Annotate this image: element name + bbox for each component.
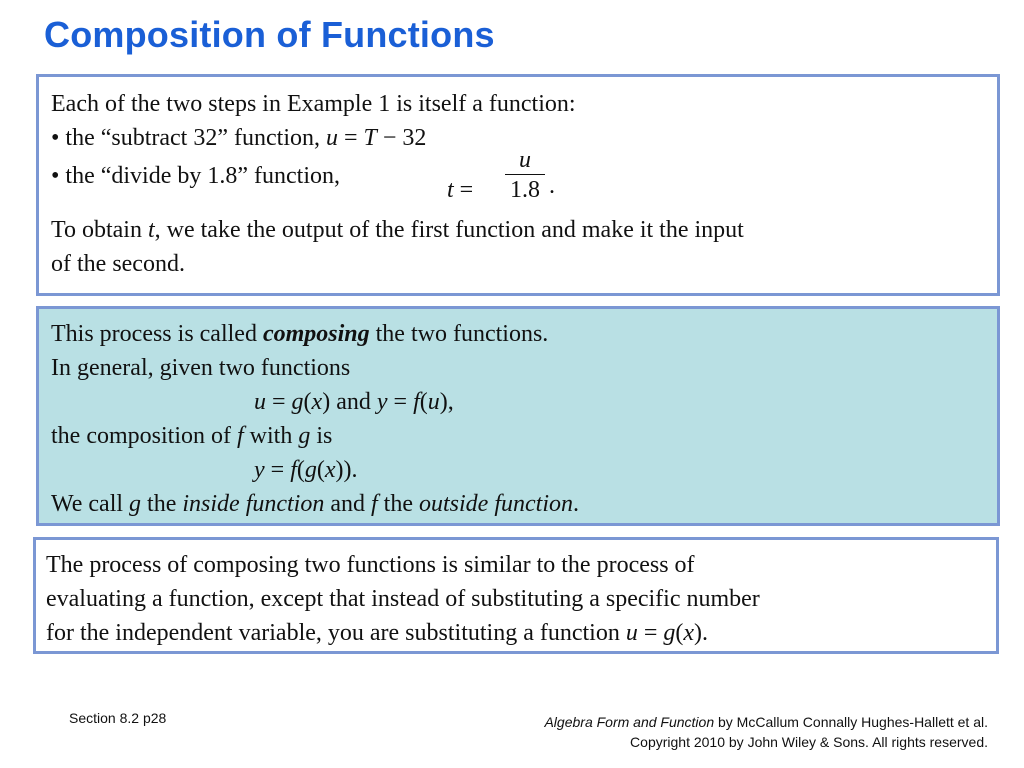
bullet-divide-1-8 xyxy=(51,147,985,203)
para-text: , we take the output of the first function and make it the input xyxy=(154,217,744,243)
var-u: u xyxy=(427,389,440,415)
definition-line-5 xyxy=(51,453,985,487)
text: ) and xyxy=(322,389,377,415)
text: the composition of xyxy=(51,423,237,449)
slide-title: Composition of Functions xyxy=(44,14,495,55)
text: the xyxy=(377,491,419,517)
copyright-footer xyxy=(544,712,988,752)
var-u: u xyxy=(325,125,338,151)
text: and xyxy=(324,491,371,517)
var-t: t xyxy=(147,217,155,243)
definition-line-6 xyxy=(51,487,985,521)
paren: ( xyxy=(419,389,428,415)
paren: ), xyxy=(439,389,454,415)
process-note-box xyxy=(33,537,999,654)
var-x: x xyxy=(324,457,336,483)
var-u: u xyxy=(625,620,638,646)
definition-line-2: In general, given two functions xyxy=(51,355,351,381)
paren: ( xyxy=(316,457,325,483)
var-g: g xyxy=(304,457,317,483)
var-g: g xyxy=(129,491,142,517)
fraction-numerator: u xyxy=(519,147,531,173)
composing-term: composing xyxy=(262,321,370,347)
definition-line-3 xyxy=(51,385,985,419)
var-x: x xyxy=(311,389,323,415)
book-title: Algebra Form and Function xyxy=(544,714,715,730)
var-u: u xyxy=(254,389,266,415)
var-g: g xyxy=(298,423,311,449)
obtain-t-paragraph-line2: of the second. xyxy=(51,251,185,277)
paren: ( xyxy=(675,620,684,646)
inside-function-term: inside function xyxy=(182,491,325,517)
var-y: y xyxy=(254,457,265,483)
text: . xyxy=(572,491,579,517)
text: the two functions. xyxy=(369,321,549,347)
equals: = xyxy=(459,177,474,203)
composing-definition-box xyxy=(36,306,1000,526)
equals: = xyxy=(387,389,414,415)
var-t: t xyxy=(447,177,454,203)
paren: )). xyxy=(335,457,358,483)
var-x: x xyxy=(683,620,695,646)
note-line-3 xyxy=(46,616,986,650)
note-line-1: The process of composing two functions is similar to the process of xyxy=(46,552,695,578)
var-g: g xyxy=(291,389,304,415)
fraction-denominator: 1.8 xyxy=(510,177,540,203)
note-line-2: evaluating a function, except that instead of substituting a specific number xyxy=(46,586,760,612)
paren: ( xyxy=(296,457,305,483)
bullet-glyph: • xyxy=(51,163,60,189)
text: We call xyxy=(51,491,130,517)
para-text: To obtain xyxy=(51,217,148,243)
var-g: g xyxy=(663,620,676,646)
item-text: the “subtract 32” function, xyxy=(65,125,326,151)
book-citation xyxy=(544,712,988,732)
definition-line-1 xyxy=(51,317,985,351)
var-f: f xyxy=(236,423,244,449)
equals: = xyxy=(266,389,292,415)
text: is xyxy=(310,423,333,449)
var-T: T xyxy=(363,125,377,151)
equals: = xyxy=(337,125,364,151)
section-reference: Section 8.2 p28 xyxy=(69,710,167,726)
paren: ( xyxy=(303,389,312,415)
text: the xyxy=(141,491,183,517)
equals: = xyxy=(637,620,664,646)
var-y: y xyxy=(376,389,388,415)
var-f: f xyxy=(413,389,420,415)
definition-line-4 xyxy=(51,419,985,453)
bullet-glyph: • xyxy=(51,125,60,151)
var-f: f xyxy=(371,491,378,517)
period: . xyxy=(549,173,555,199)
item-text: the “divide by 1.8” function, xyxy=(65,163,340,189)
obtain-t-paragraph xyxy=(51,213,985,247)
text: This process is called xyxy=(51,321,263,347)
example-steps-box xyxy=(36,74,1000,296)
intro-text: Each of the two steps in Example 1 is itself a function: xyxy=(51,91,576,117)
minus-32: − 32 xyxy=(376,125,427,151)
paren: ). xyxy=(694,620,709,646)
book-authors: by McCallum Connally Hughes-Hallett et al. xyxy=(714,714,988,730)
outside-function-term: outside function xyxy=(419,491,573,517)
var-f: f xyxy=(290,457,297,483)
copyright-line: Copyright 2010 by John Wiley & Sons. All rights reserved. xyxy=(630,734,988,750)
equals: = xyxy=(264,457,291,483)
text: for the independent variable, you are substituting a function xyxy=(46,620,626,646)
fraction xyxy=(505,146,545,205)
text: with xyxy=(243,423,299,449)
